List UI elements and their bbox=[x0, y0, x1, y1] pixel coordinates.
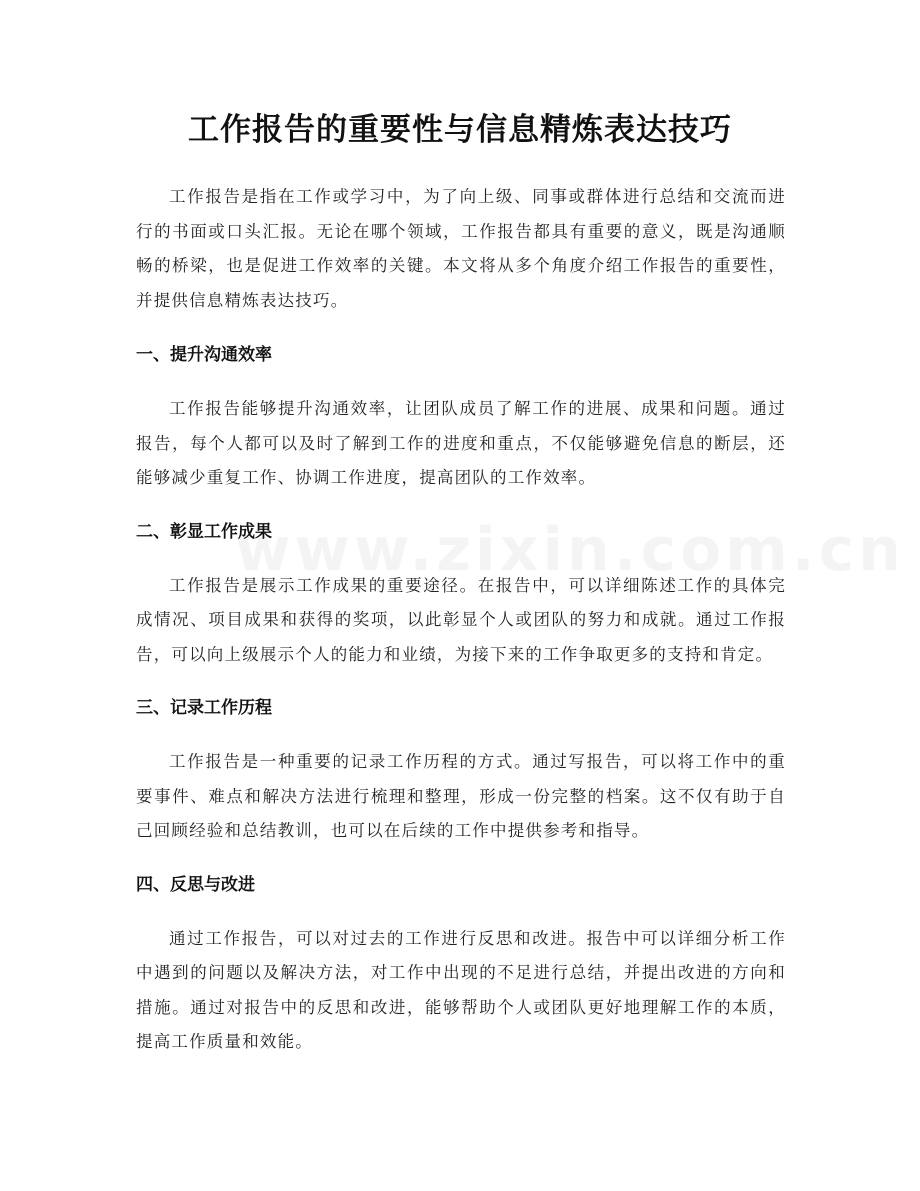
section-body-3: 工作报告是一种重要的记录工作历程的方式。通过写报告，可以将工作中的重要事件、难点和解决方法进行梳理和整理，形成一份完整的档案。这不仅有助于自己回顾经验和总结教训，也可以在后续的工作中提供参考和指导。 bbox=[136, 752, 786, 840]
section-body-2: 工作报告是展示工作成果的重要途径。在报告中，可以详细陈述工作的具体完成情况、项目成果和获得的奖项，以此彰显个人或团队的努力和成就。通过工作报告，可以向上级展示个人的能力和业绩，为接下来的工作争取更多的支持和肯定。 bbox=[136, 575, 786, 664]
document-title: 工作报告的重要性与信息精炼表达技巧 bbox=[188, 112, 732, 148]
intro-paragraph: 工作报告是指在工作或学习中，为了向上级、同事或群体进行总结和交流而进行的书面或口头汇报。无论在哪个领域，工作报告都具有重要的意义，既是沟通顺畅的桥梁，也是促进工作效率的关键。本文将从多个角度介绍工作报告的重要性，并提供信息精炼表达技巧。 bbox=[136, 187, 786, 310]
section-heading-2: 二、彰显工作成果 bbox=[136, 521, 272, 542]
section-heading-1: 一、提升沟通效率 bbox=[136, 345, 272, 365]
document-body bbox=[136, 180, 786, 1079]
section-body-4: 通过工作报告，可以对过去的工作进行反思和改进。报告中可以详细分析工作中遇到的问题以及解决方法，对工作中出现的不足进行总结，并提出改进的方向和措施。通过对报告中的反思和改进，能够帮助个人或团队更好地理解工作的本质，提高工作质量和效能。 bbox=[136, 928, 786, 1051]
section-heading-3: 三、记录工作历程 bbox=[136, 698, 272, 718]
section-body-1: 工作报告能够提升沟通效率，让团队成员了解工作的进展、成果和问题。通过报告，每个人都可以及时了解到工作的进度和重点，不仅能够避免信息的断层，还能够减少重复工作、协调工作进度，提高团队的工作效率。 bbox=[136, 399, 786, 487]
section-heading-4: 四、反思与改进 bbox=[136, 874, 255, 895]
